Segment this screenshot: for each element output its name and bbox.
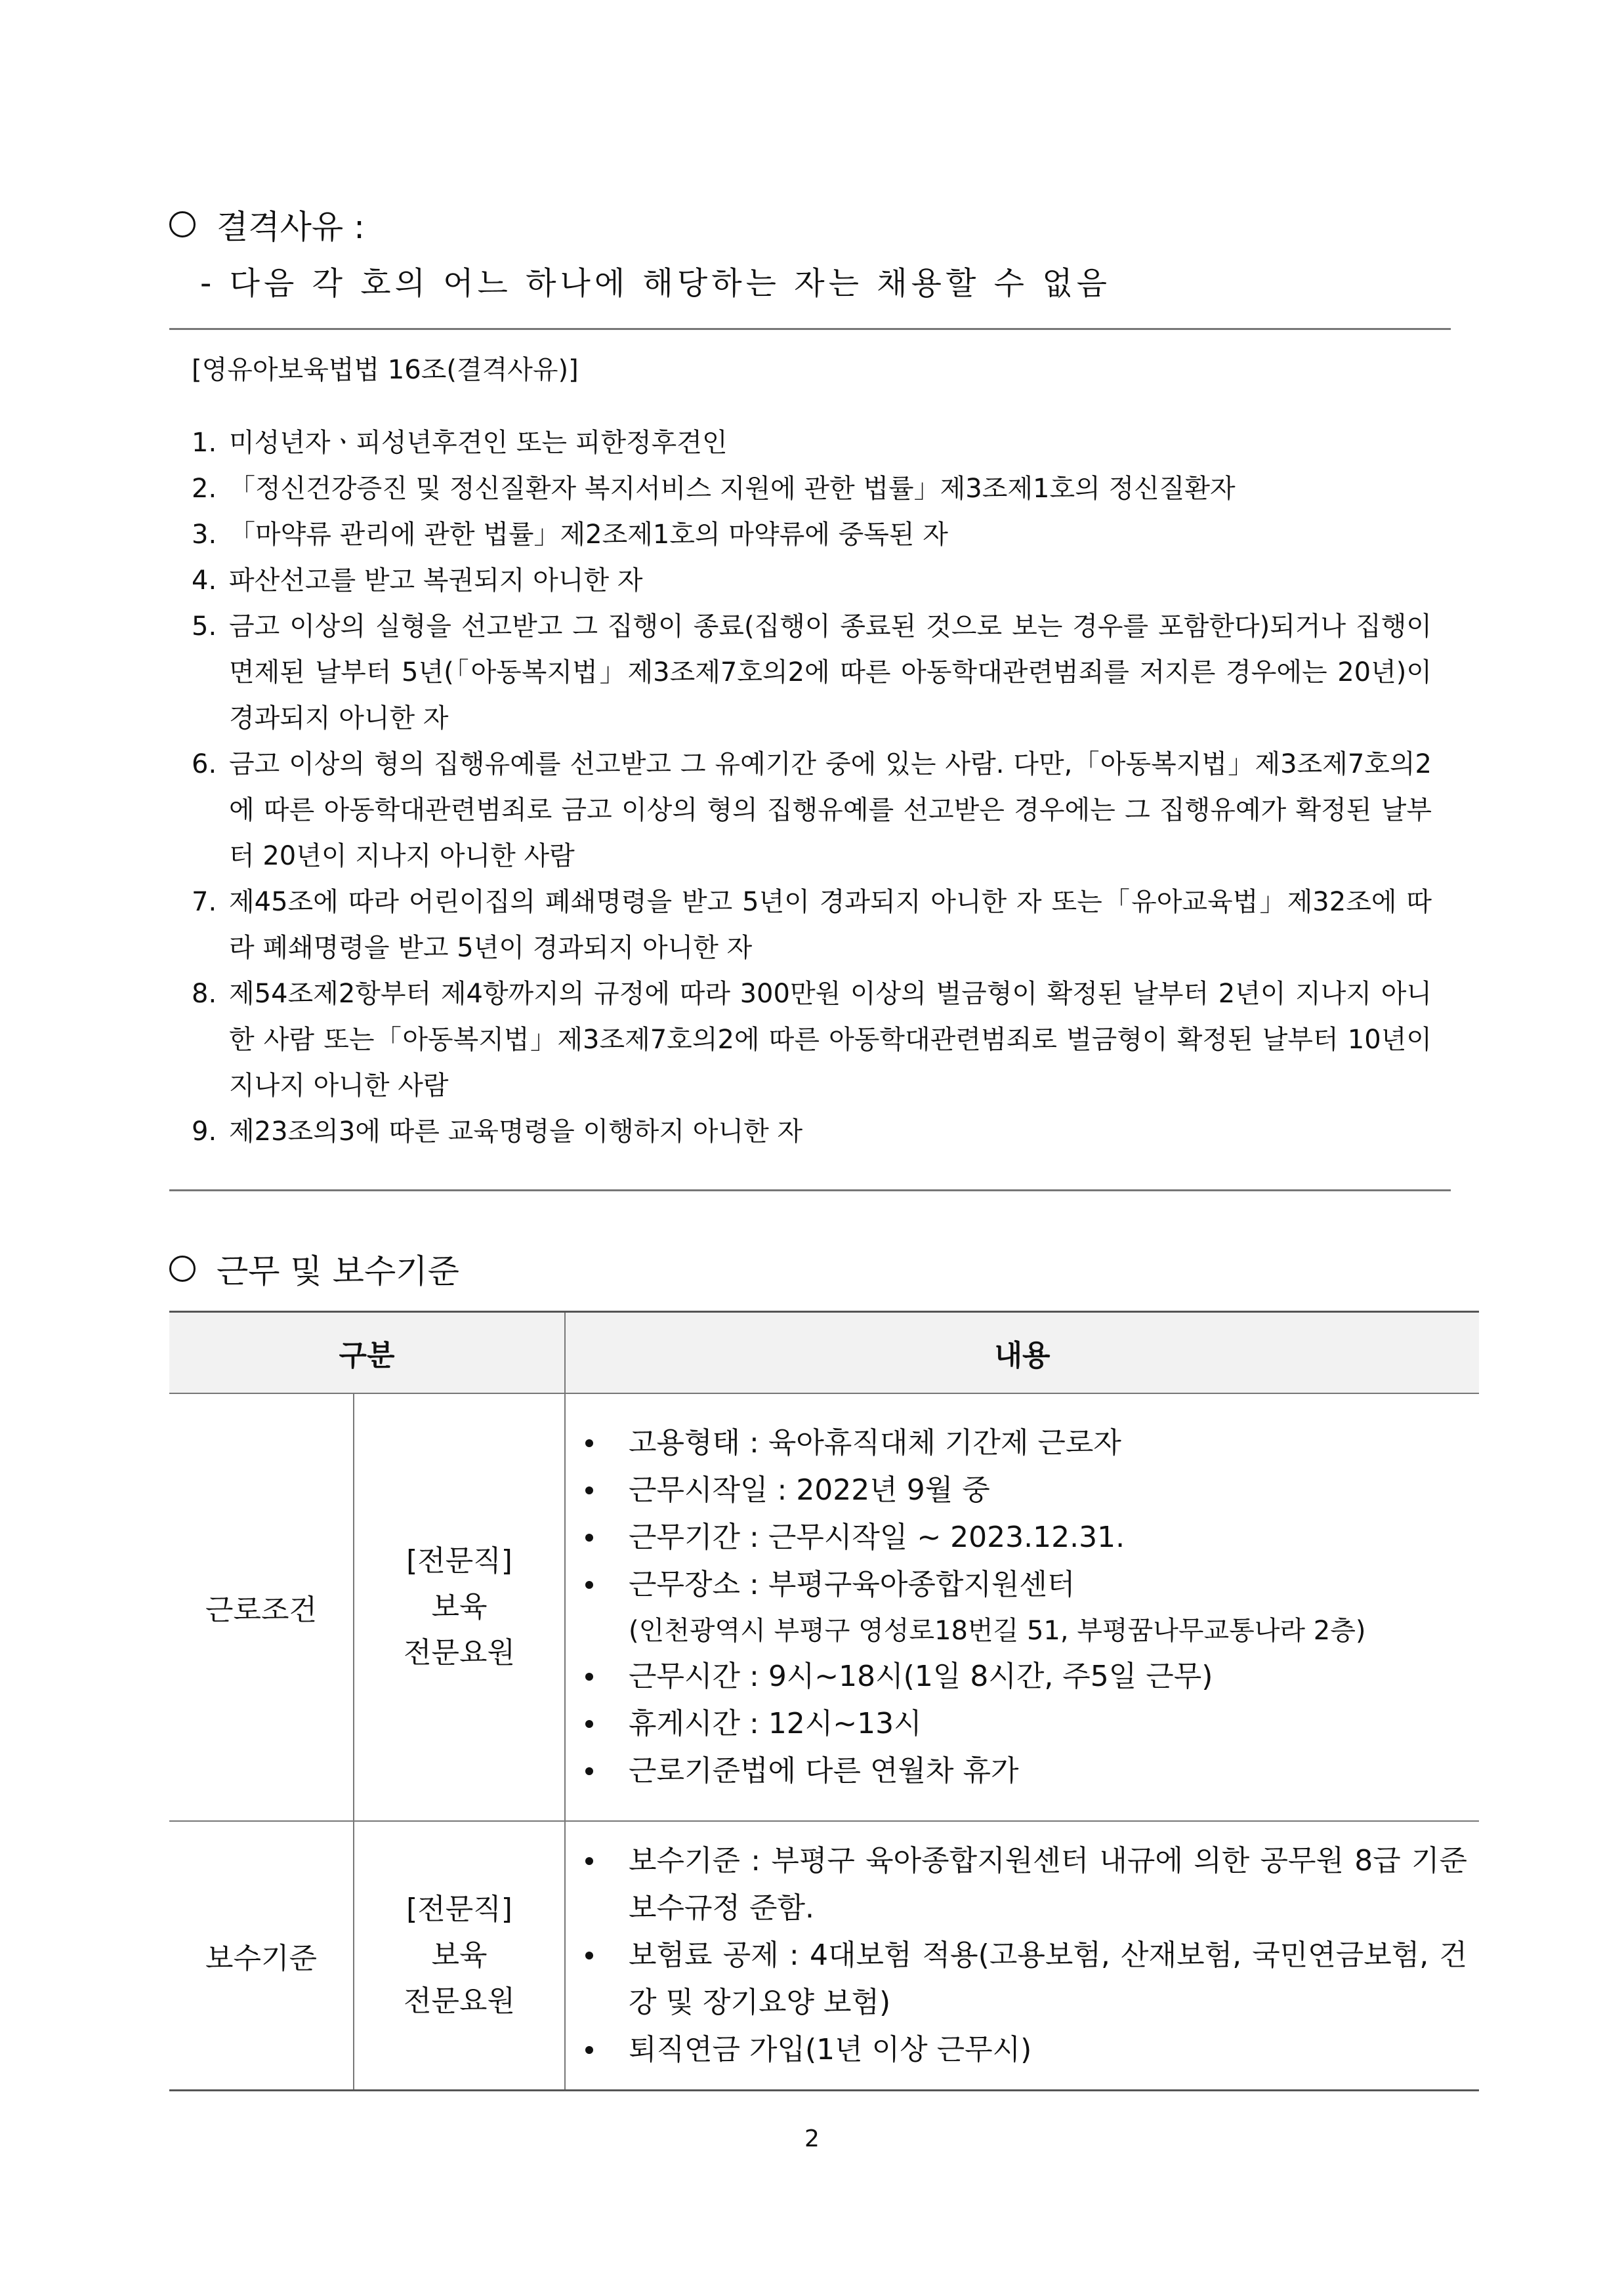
row-content [565,1821,1479,2091]
table-row [169,1821,1479,2091]
list-item: 6. 금고 이상의 형의 집행유예를 선고받고 그 유예기간 중에 있는 사람. 다만,「아동복지법」제3조제7호의2에 따른 아동학대관련범죄로 금고 이상의 형의 집행유예를 선고받은 경우에는 그 집행유예가 확정된 날부터 20년이 지나지 아니한 사람 [192,749,1432,871]
bullet-item: 보수기준 : 부평구 육아종합지원센터 내규에 의한 공무원 8급 기준 보수규정 준함. [585,1837,1467,1932]
table-row [169,1393,1479,1821]
divider-top [169,328,1451,330]
divider-bottom [169,1189,1451,1191]
section-title: 근무 및 보수기준 [217,1252,459,1290]
work-conditions-table [169,1311,1479,2091]
row-content [565,1393,1479,1821]
list-item: 7. 제45조에 따라 어린이집의 폐쇄명령을 받고 5년이 경과되지 아니한 자 또는「유아교육법」제32조에 따라 폐쇄명령을 받고 5년이 경과되지 아니한 자 [192,887,1432,963]
bullet-dot-icon [585,1952,593,1959]
bullet-dot-icon [585,1673,593,1681]
bullet-item: 보험료 공제 : 4대보험 적용(고용보험, 산재보험, 국민연금보험, 건강 및 장기요양 보험) [585,1932,1467,2026]
section-subtitle: - 다음 각 호의 어느 하나에 해당하는 자는 채용할 수 없음 [200,265,1111,302]
address-note: (인천광역시 부평구 영성로18번길 51, 부평꿈나무교통나라 2층) [629,1616,1366,1646]
header-content: 내용 [565,1312,1479,1394]
bullet-item: 퇴직연금 가입(1년 이상 근무시) [585,2026,1467,2074]
bullet-dot-icon [585,1439,593,1447]
law-reference-title: [영유아보육법법 16조(결격사유)] [192,355,579,385]
bullet-dot-icon [585,1720,593,1728]
bullet-dot-icon [585,1857,593,1865]
bullet-item: 근무시간 : 9시~18시(1일 8시간, 주5일 근무) [585,1653,1467,1700]
section-heading-work-pay [169,1245,459,1292]
row-role: [전문직] 보육 전문요원 [354,1393,565,1821]
list-item: 1. 미성년자ㆍ피성년후견인 또는 피한정후견인 [192,428,728,458]
list-item: 3. 「마약류 관리에 관한 법률」제2조제1호의 마약류에 중독된 자 [192,520,948,550]
circle-bullet-icon [169,1256,196,1282]
bullet-item: 근무시작일 : 2022년 9월 중 [585,1467,1467,1514]
bullet-dot-icon [585,1534,593,1542]
list-item: 4. 파산선고를 받고 복권되지 아니한 자 [192,565,643,596]
header-category: 구분 [169,1312,565,1394]
bullet-dot-icon [585,1581,593,1589]
disqualification-list [192,420,1432,1155]
bullet-dot-icon [585,2046,593,2054]
list-item: 8. 제54조제2항부터 제4항까지의 규정에 따라 300만원 이상의 벌금형이 확정된 날부터 2년이 지나지 아니한 사람 또는「아동복지법」제3조제7호의2에 따른 아동학대관련범죄로 벌금형이 확정된 날부터 10년이 지나지 아니한 사람 [192,979,1432,1101]
section-title: 결격사유 : [217,208,365,246]
circle-bullet-icon [169,211,196,237]
bullet-dot-icon [585,1486,593,1494]
row-category: 근로조건 [169,1393,354,1821]
bullet-item: 휴게시간 : 12시~13시 [585,1700,1467,1748]
bullet-item: 근무기간 : 근무시작일 ~ 2023.12.31. [585,1514,1467,1561]
page-number: 2 [804,2125,820,2152]
list-item: 5. 금고 이상의 실형을 선고받고 그 집행이 종료(집행이 종료된 것으로 보는 경우를 포함한다)되거나 집행이 면제된 날부터 5년(「아동복지법」제3조제7호의2에 따른 아동학대관련범죄를 저지른 경우에는 20년)이 경과되지 아니한 자 [192,611,1432,733]
list-item: 9. 제23조의3에 따른 교육명령을 이행하지 아니한 자 [192,1117,803,1147]
row-category: 보수기준 [169,1821,354,2091]
bullet-item: 고용형태 : 육아휴직대체 기간제 근로자 [585,1420,1467,1467]
list-item: 2. 「정신건강증진 및 정신질환자 복지서비스 지원에 관한 법률」제3조제1호의 정신질환자 [192,474,1236,504]
bullet-dot-icon [585,1767,593,1775]
bullet-item: 근무장소 : 부평구육아종합지원센터 [585,1561,1467,1609]
section-heading-disqualification [169,201,365,248]
row-role: [전문직] 보육 전문요원 [354,1821,565,2091]
bullet-item: 근로기준법에 다른 연월차 휴가 [585,1748,1467,1795]
